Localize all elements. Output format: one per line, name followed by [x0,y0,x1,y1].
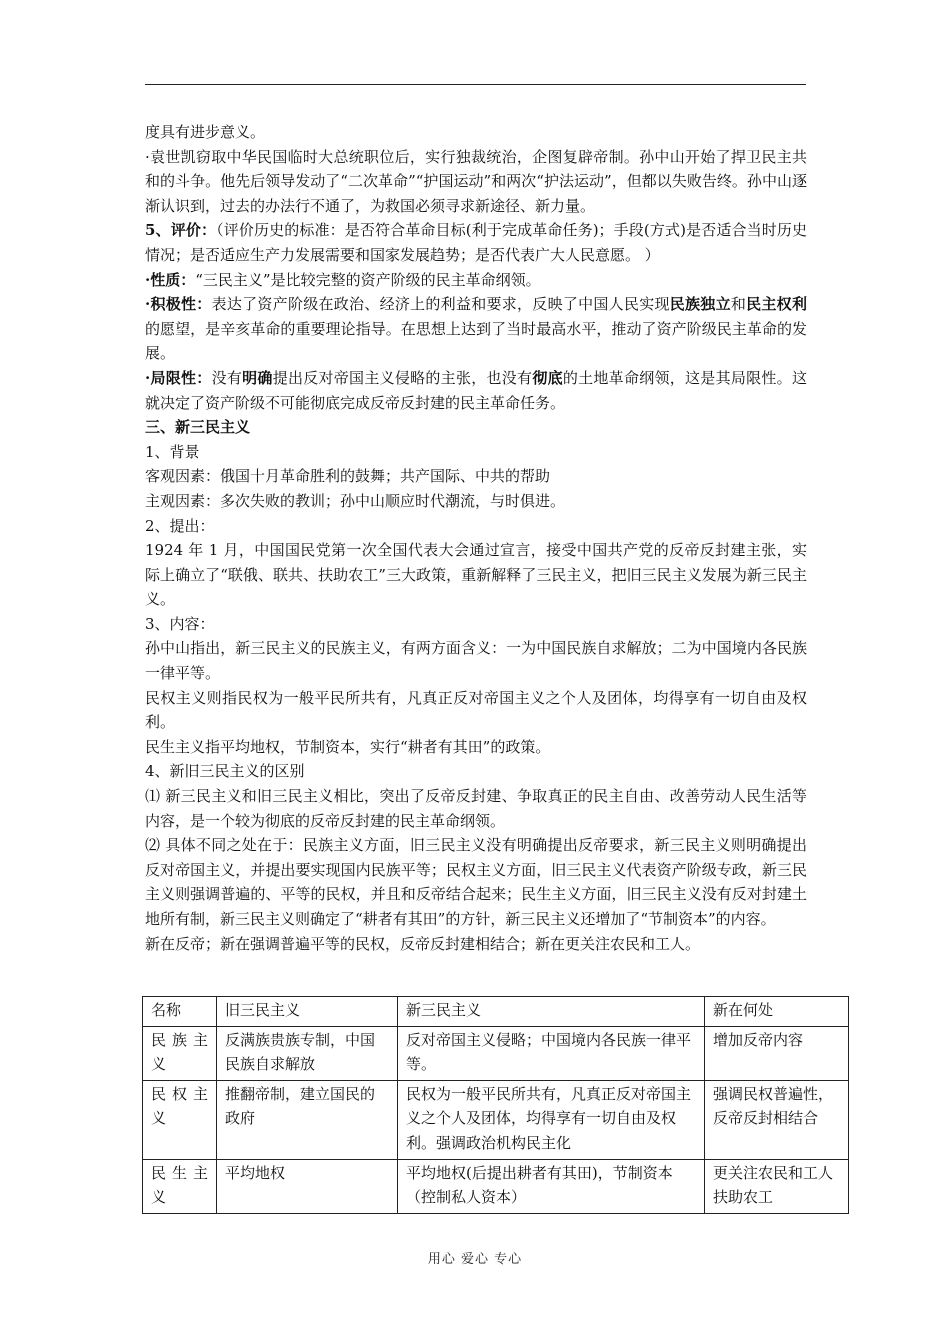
table-cell: 民权为一般平民所共有，凡真正反对帝国主义之个人及团体，均得享有一切自由及权利。强调政治机构民主化 [398,1080,705,1159]
table-cell: 平均地权(后提出耕者有其田)，节制资本（控制私人资本） [398,1159,705,1213]
paragraph: 新在反帝；新在强调普遍平等的民权，反帝反封建相结合；新在更关注农民和工人。 [145,934,701,953]
table-row [143,1159,849,1213]
paragraph: 民权主义则指民权为一般平民所共有，凡真正反对帝国主义之个人及团体，均得享有一切自由及权利。 [145,688,807,732]
bold-term: 彻底 [532,368,563,387]
paragraph: 度具有进步意义。 [145,123,266,141]
paragraph: ·局限性：没有明确提出反对帝国主义侵略的主张，也没有彻底的土地革命纲领，这是其局限性。这就决定了资产阶级不可能彻底完成反帝反封建的民主革命任务。 [145,368,807,412]
table-header-cell: 旧三民主义 [217,997,398,1027]
page-footer: 用心 爱心 专心 [427,1252,523,1267]
table-row [143,1080,849,1159]
paragraph: ·袁世凯窃取中华民国临时大总统职位后，实行独裁统治，企图复辟帝制。孙中山开始了捍卫民主共和的斗争。他先后领导发动了“二次革命”“护国运动”和两次“护法运动”，但都以失败告终。孙中山逐渐认识到，过去的办法行不通了，为救国必须寻求新途径、新力量。 [145,147,807,215]
table-cell: 强调民权普遍性，反帝反封相结合 [705,1080,849,1159]
bold-term: 明确 [242,368,273,387]
table-header-cell: 新在何处 [705,997,849,1027]
paragraph: ·积极性：表达了资产阶级在政治、经济上的利益和要求，反映了中国人民实现民族独立和民主权利的愿望，是辛亥革命的重要理论指导。在思想上达到了当时最高水平，推动了资产阶级民主革命的发展。 [145,295,807,363]
table-cell: 反满族贵族专制，中国民族自求解放 [217,1026,398,1080]
table-cell: 反对帝国主义侵略；中国境内各民族一律平等。 [398,1026,705,1080]
bold-lead: ·性质： [145,270,196,289]
bold-lead: ·局限性： [145,368,212,387]
bold-term: 民主权利 [746,295,807,314]
table-cell: 民生主义 [143,1159,217,1213]
paragraph: 客观因素：俄国十月革命胜利的鼓舞；共产国际、中共的帮助 [145,467,551,486]
subheading: 3、内容： [145,614,215,633]
table-header-row [143,997,849,1027]
table-cell: 平均地权 [217,1159,398,1213]
paragraph: 主观因素：多次失败的教训；孙中山顺应时代潮流，与时俱进。 [145,491,566,510]
bold-term: 民族独立 [669,295,731,314]
table-header-cell: 名称 [143,997,217,1027]
document-body [145,120,807,956]
paragraph: ⑵ 具体不同之处在于：民族主义方面，旧三民主义没有明确提出反帝要求，新三民主义则明确提出反对帝国主义，并提出要实现国内民族平等；民权主义方面，旧三民主义代表资产阶级专政，新三民主义则强调普遍的、平等的民权，并且和反帝结合起来；民生主义方面，旧三民主义没有反对封建土地所有制，新三民主义则确定了“耕者有其田”的方针，新三民主义还增加了“节制资本”的内容。 [145,836,807,928]
table-cell: 民族主义 [143,1026,217,1080]
table-row [143,1026,849,1080]
section-heading: 5、评价： [145,221,217,240]
header-rule [145,84,806,85]
comparison-table [142,996,849,1214]
paragraph: 孙中山指出，新三民主义的民族主义，有两方面含义：一为中国民族自求解放；二为中国境内各民族一律平等。 [145,639,807,683]
section-heading: 三、新三民主义 [145,418,251,437]
subheading: 1、背景 [145,442,200,461]
bold-lead: ·积极性： [145,295,212,314]
table-cell: 增加反帝内容 [705,1026,849,1080]
table-cell: 推翻帝制，建立国民的政府 [217,1080,398,1159]
subheading: 4、新旧三民主义的区别 [145,762,305,781]
paragraph: ⑴ 新三民主义和旧三民主义相比，突出了反帝反封建、争取真正的民主自由、改善劳动人民生活等内容，是一个较为彻底的反帝反封建的民主革命纲领。 [145,787,807,830]
subheading: 2、提出： [145,516,215,535]
table-cell: 民权主义 [143,1080,217,1159]
table-cell: 更关注农民和工人扶助农工 [705,1159,849,1213]
paragraph: 民生主义指平均地权，节制资本，实行“耕者有其田”的政策。 [145,737,551,756]
paragraph: ·性质：“三民主义”是比较完整的资产阶级的民主革命纲领。 [145,270,541,289]
table-header-cell: 新三民主义 [398,997,705,1027]
paragraph: 1924 年 1 月，中国国民党第一次全国代表大会通过宣言，接受中国共产党的反帝反封建主张，实际上确立了“联俄、联共、扶助农工”三大政策，重新解释了三民主义，把旧三民主义发展为新三民主义。 [145,541,807,609]
paragraph: 5、评价：（评价历史的标准：是否符合革命目标(利于完成革命任务)；手段(方式)是否适合当时历史情况；是否适应生产力发展需要和国家发展趋势；是否代表广大人民意愿。 ） [145,221,808,264]
